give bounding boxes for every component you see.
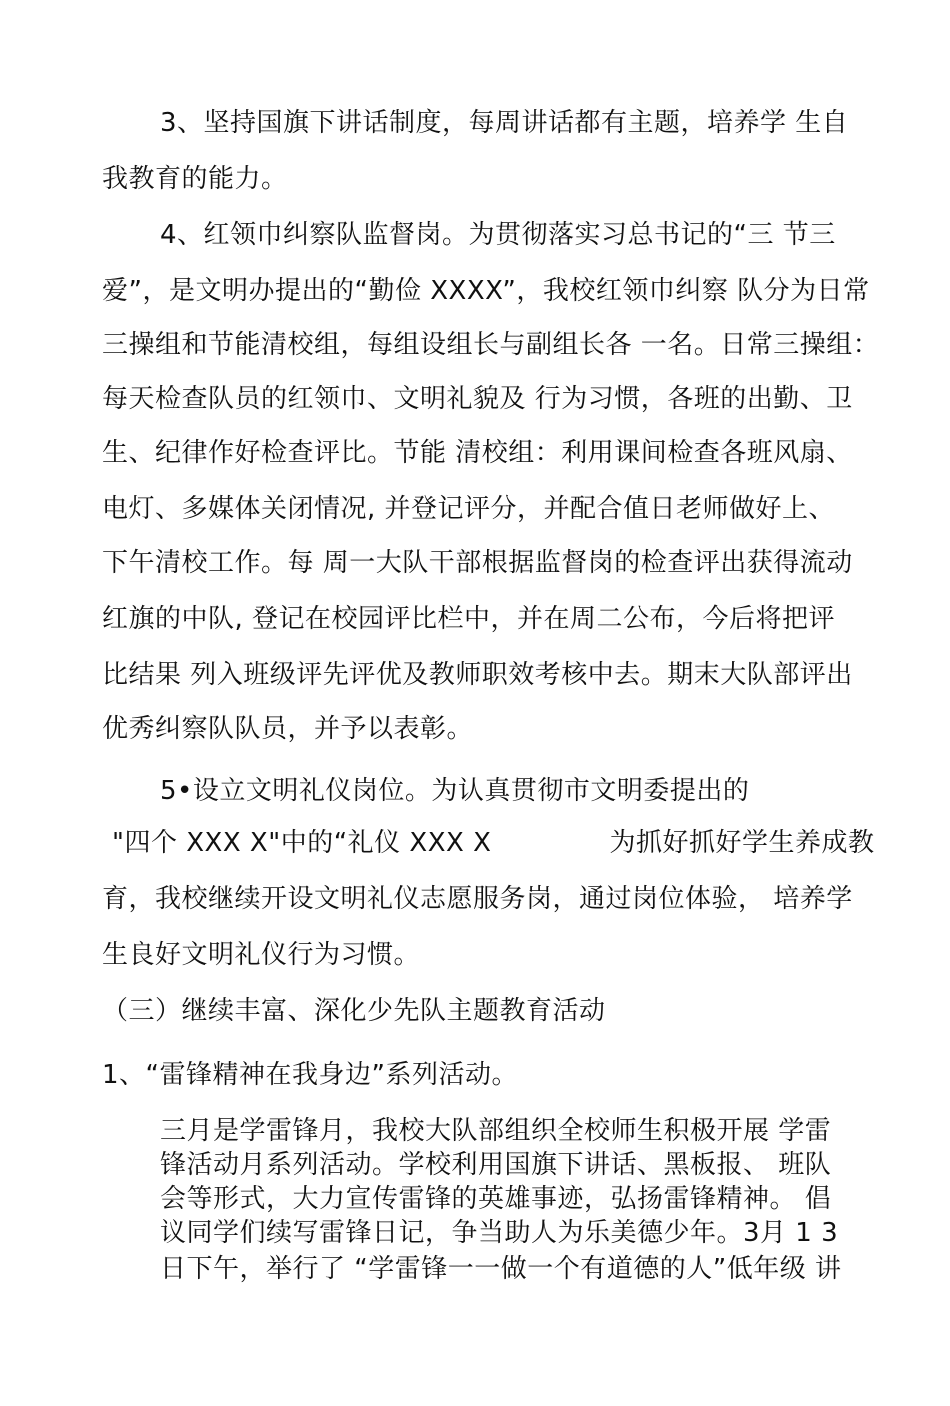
item5-line-1: 5•设立文明礼仪岗位。为认真贯彻市文明委提出的 — [160, 776, 750, 806]
item5-line-2-right: 为抓好抓好学生养成教 — [609, 828, 875, 858]
item5-line-3: 育，我校继续开设文明礼仪志愿服务岗，通过岗位体验， 培养学 — [102, 884, 853, 914]
subitem1-line-2: 锋活动月系列活动。学校利用国旗下讲话、黑板报、 班队 — [160, 1150, 832, 1180]
item5-line-2 — [112, 828, 874, 858]
item4-line-8: 红旗的中队, 登记在校园评比栏中，并在周二公布，今后将把评 — [102, 604, 836, 634]
item5-line-2-left: "四个 XXX X"中的“礼仪 XXX X — [112, 828, 492, 858]
item4-line-9: 比结果 列入班级评先评优及教师职效考核中去。期末大队部评出 — [102, 660, 853, 690]
subitem1-line-5: 日下午，举行了 “学雷锋一一做一个有道德的人”低年级 讲 — [160, 1254, 842, 1284]
subitem1-line-3: 会等形式，大力宣传雷锋的英雄事迹，弘扬雷锋精神。 倡 — [160, 1184, 832, 1214]
item4-line-6: 电灯、多媒体关闭情况, 并登记评分，并配合值日老师做好上、 — [102, 494, 836, 524]
subitem1-heading: 1、“雷锋精神在我身边”系列活动。 — [102, 1060, 518, 1090]
item4-line-5: 生、纪律作好检查评比。节能 清校组：利用课间检查各班风扇、 — [102, 438, 853, 468]
item3-line-2: 我教育的能力。 — [102, 164, 288, 194]
subitem1-line-1: 三月是学雷锋月，我校大队部组织全校师生积极开展 学雷 — [160, 1116, 832, 1146]
item4-line-10: 优秀纠察队队员，并予以表彰。 — [102, 714, 474, 744]
item3-line-1: 3、坚持国旗下讲话制度，每周讲话都有主题，培养学 生自 — [160, 108, 849, 138]
item5-line-4: 生良好文明礼仪行为习惯。 — [102, 940, 421, 970]
item4-line-4: 每天检查队员的红领巾、文明礼貌及 行为习惯，各班的出勤、卫 — [102, 384, 853, 414]
item4-line-2: 爱”，是文明办提出的“勤俭 XXXX”，我校红领巾纠察 队分为日常 — [102, 276, 870, 306]
subitem1-line-4: 议同学们续写雷锋日记，争当助人为乐美德少年。3月 1 3 — [160, 1218, 839, 1248]
section3-heading: （三）继续丰富、深化少先队主题教育活动 — [102, 996, 606, 1026]
item4-line-3: 三操组和节能清校组，每组设组长与副组长各 一名。日常三操组： — [102, 330, 880, 360]
item4-line-7: 下午清校工作。每 周一大队干部根据监督岗的检查评出获得流动 — [102, 548, 853, 578]
item4-line-1: 4、红领巾纠察队监督岗。为贯彻落实习总书记的“三 节三 — [160, 220, 836, 250]
